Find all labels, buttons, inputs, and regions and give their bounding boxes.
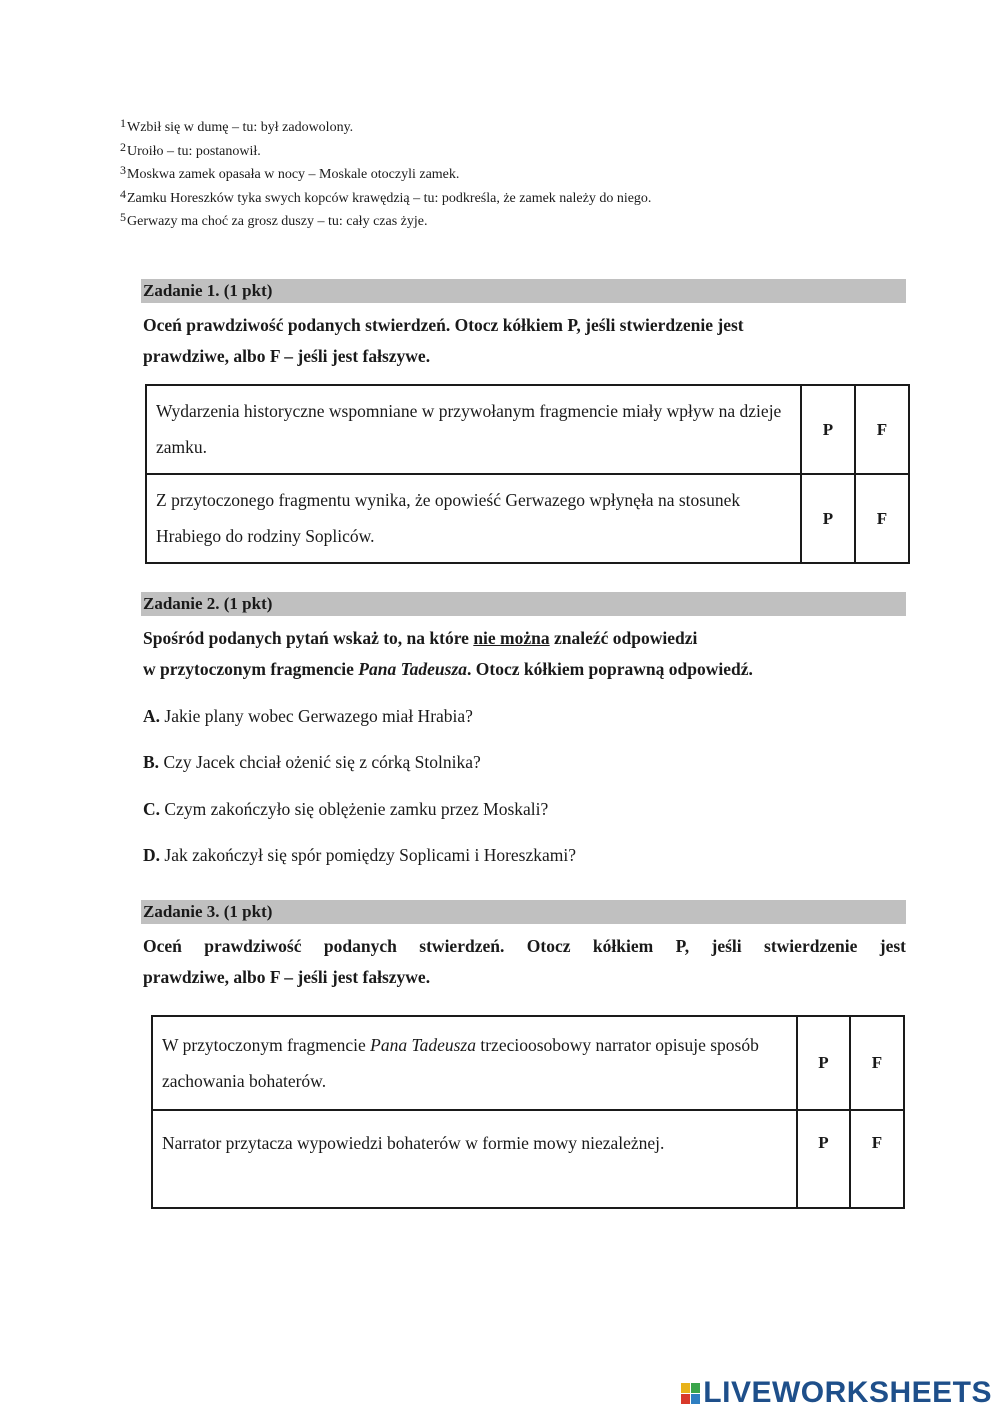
table-row bbox=[146, 385, 909, 474]
logo-icon bbox=[681, 1383, 700, 1404]
footnote: $^1$Wzbił się w dumę – tu: był zadowolony. bbox=[120, 116, 354, 135]
answer-option-b[interactable]: B. Czy Jacek chciał ożenić się z córką Stolnika? bbox=[143, 752, 481, 772]
option-p[interactable]: P bbox=[801, 474, 855, 563]
task3-table bbox=[151, 1015, 905, 1209]
task3-header: Zadanie 3. (1 pkt) bbox=[141, 900, 906, 924]
option-p[interactable]: P bbox=[797, 1110, 850, 1208]
option-f[interactable]: F bbox=[855, 474, 909, 563]
footnote: $^5$Gerwazy ma choć za grosz duszy – tu: cały czas żyje. bbox=[120, 210, 428, 229]
table-row bbox=[152, 1016, 904, 1110]
task1-instruction: Oceń prawdziwość podanych stwierdzeń. Otocz kółkiem P, jeśli stwierdzenie jest prawdziwe, albo F – jeśli jest fałszywe. bbox=[143, 315, 744, 366]
option-f[interactable]: F bbox=[855, 385, 909, 474]
footnote: $^3$Moskwa zamek opasała w nocy – Moskale otoczyli zamek. bbox=[120, 163, 460, 182]
statement: Z przytoczonego fragmentu wynika, że opowieść Gerwazego wpłynęła na stosunek Hrabiego do rodziny Sopliców. bbox=[146, 474, 801, 563]
statement: Narrator przytacza wypowiedzi bohaterów w formie mowy niezależnej. bbox=[152, 1110, 797, 1208]
statement: W przytoczonym fragmencie Pana Tadeusza trzecioosobowy narrator opisuje sposób zachowania bohaterów. bbox=[152, 1016, 797, 1110]
footnotes bbox=[120, 116, 880, 234]
footnote: $^4$Zamku Horeszków tyka swych kopców krawędzią – tu: podkreśla, że zamek należy do niego. bbox=[120, 186, 652, 206]
task3-instruction: Oceń prawdziwość podanych stwierdzeń. Otocz kółkiem P, jeśli stwierdzenie jest prawdziwe, albo F – jeśli jest fałszywe. bbox=[143, 936, 906, 987]
answer-option-d[interactable]: D. Jak zakończył się spór pomiędzy Soplicami i Horeszkami? bbox=[143, 845, 577, 865]
liveworksheets-logo bbox=[681, 1376, 992, 1410]
task2-instruction: Spośród podanych pytań wskaż to, na które nie można znaleźć odpowiedzi w przytoczonym fragmencie Pana Tadeusza. Otocz kółkiem poprawną odpowiedź. bbox=[143, 628, 753, 679]
option-p[interactable]: P bbox=[801, 385, 855, 474]
logo-text: LIVEWORKSHEETS bbox=[703, 1376, 992, 1409]
option-p[interactable]: P bbox=[797, 1016, 850, 1110]
footnote: $^2$Uroiło – tu: postanowił. bbox=[120, 139, 261, 159]
task1-header: Zadanie 1. (1 pkt) bbox=[141, 279, 906, 303]
option-f[interactable]: F bbox=[850, 1016, 904, 1110]
option-f[interactable]: F bbox=[850, 1110, 904, 1208]
answer-option-a[interactable]: A. Jakie plany wobec Gerwazego miał Hrabia? bbox=[143, 706, 473, 726]
answer-option-c[interactable]: C. Czym zakończyło się oblężenie zamku przez Moskali? bbox=[143, 799, 549, 819]
task2-header: Zadanie 2. (1 pkt) bbox=[141, 592, 906, 616]
table-row bbox=[152, 1110, 904, 1208]
task1-table bbox=[145, 384, 910, 564]
statement: Wydarzenia historyczne wspomniane w przywołanym fragmencie miały wpływ na dzieje zamku. bbox=[146, 385, 801, 474]
table-row bbox=[146, 474, 909, 563]
